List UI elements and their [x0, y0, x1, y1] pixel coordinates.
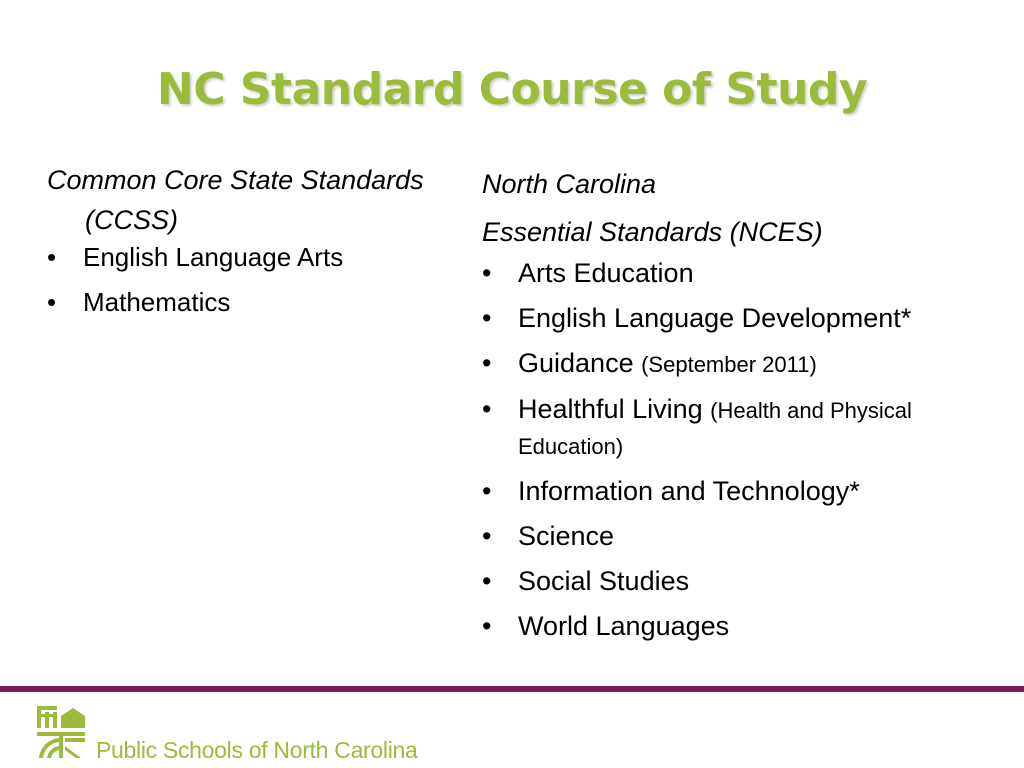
list-item: [482, 519, 1002, 554]
bullet-icon: •: [47, 287, 57, 317]
list-item: [482, 346, 1002, 382]
nces-heading-line2: Essential Standards (NCES): [482, 217, 823, 247]
ccss-heading: Common Core State Standards (CCSS): [47, 165, 424, 235]
list-item-note: (September 2011): [641, 352, 817, 377]
list-item: [482, 609, 1002, 644]
list-item: [482, 256, 1002, 291]
ccss-column: [47, 160, 427, 330]
footer-divider: [0, 686, 1024, 692]
bullet-icon: •: [482, 303, 492, 333]
list-item: [482, 474, 1002, 509]
nces-list: [482, 256, 1002, 644]
ncdpi-logo-icon: [35, 704, 87, 760]
list-item-label: Arts Education: [518, 258, 694, 288]
list-item: [47, 240, 427, 274]
list-item-label: Mathematics: [83, 287, 231, 317]
list-item: [47, 285, 427, 319]
bullet-icon: •: [482, 566, 492, 596]
ccss-list: [47, 240, 427, 319]
bullet-icon: •: [482, 521, 492, 551]
bullet-icon: •: [482, 258, 492, 288]
slide-title: NC Standard Course of Study: [156, 64, 868, 115]
list-item: [482, 301, 1002, 336]
list-item-label: English Language Development*: [518, 303, 912, 333]
bullet-icon: •: [47, 242, 57, 272]
list-item-label: Information and Technology*: [518, 476, 860, 506]
nces-heading-line1: North Carolina: [482, 169, 657, 199]
bullet-icon: •: [482, 476, 492, 506]
bullet-icon: •: [482, 348, 492, 378]
list-item-note: (Health and Physical Education): [518, 398, 912, 459]
list-item-label: Social Studies: [518, 566, 690, 596]
footer-org-name: Public Schools of North Carolina: [96, 737, 418, 763]
list-item-label: English Language Arts: [83, 242, 344, 272]
bullet-icon: •: [482, 611, 492, 641]
list-item: [482, 564, 1002, 599]
nces-column: [482, 160, 1002, 654]
list-item: [482, 392, 1002, 464]
bullet-icon: •: [482, 394, 492, 424]
list-item-label: Healthful Living: [518, 394, 703, 424]
list-item-label: World Languages: [518, 611, 730, 641]
list-item-label: Science: [518, 521, 615, 551]
list-item-label: Guidance: [518, 348, 634, 378]
